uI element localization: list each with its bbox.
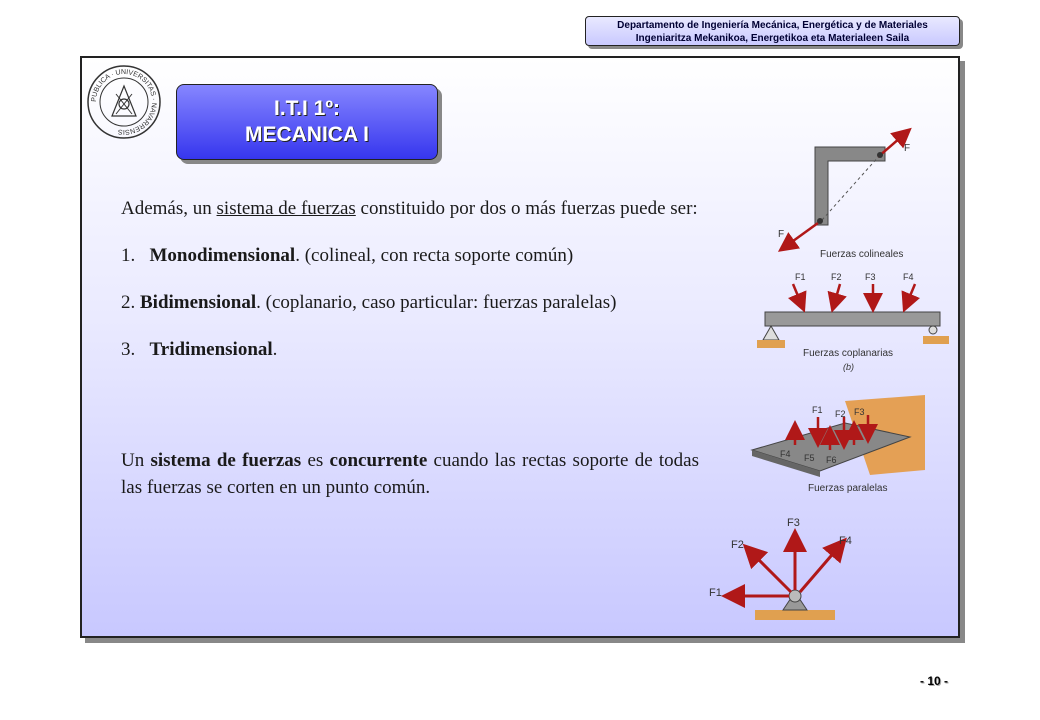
force-label: F2 xyxy=(831,272,842,282)
page-number: - 10 - xyxy=(920,674,949,688)
figure-caption: Fuerzas paralelas xyxy=(808,483,888,494)
list-item-3: 3. Tridimensional. xyxy=(121,339,278,360)
svg-text:PUBLICA · UNIVERSITAS · NAVARR: PUBLICA · UNIVERSITAS · NAVARRENSIS xyxy=(90,68,158,136)
course-title-box xyxy=(176,84,438,160)
force-label: F4 xyxy=(780,449,791,459)
colinear-forces-figure xyxy=(760,125,930,265)
force-label: F2 xyxy=(731,539,744,551)
force-label: F4 xyxy=(903,272,914,282)
course-title-line1: I.T.I 1º: xyxy=(273,97,340,120)
force-label: F1 xyxy=(795,272,806,282)
university-seal-logo xyxy=(86,64,162,140)
figure-sublabel: (b) xyxy=(843,362,854,372)
force-label: F1 xyxy=(812,405,823,415)
list-item-2: 2. Bidimensional. (coplanario, caso particular: fuerzas paralelas) xyxy=(121,292,617,313)
list-item-1: 1. Monodimensional. (colineal, con recta soporte común) xyxy=(121,245,574,266)
force-label: F4 xyxy=(839,535,852,547)
figure-caption: Fuerzas coplanarias xyxy=(803,348,894,359)
concurrent-paragraph: Un sistema de fuerzas es concurrente cuando las rectas soporte de todas las fuerzas se corten en un punto común. xyxy=(121,450,699,498)
department-name-eu: Ingeniaritza Mekanikoa, Energetikoa eta Materialeen Saila xyxy=(635,33,910,44)
coplanar-forces-figure xyxy=(755,270,950,375)
force-label: F xyxy=(778,229,785,240)
force-label: F3 xyxy=(865,272,876,282)
force-label: F5 xyxy=(804,453,815,463)
force-label: F2 xyxy=(835,409,846,419)
force-label: F3 xyxy=(787,517,800,529)
force-label: F xyxy=(904,143,911,154)
force-label: F3 xyxy=(854,407,865,417)
slide-content xyxy=(121,195,699,501)
figure-caption: Fuerzas colineales xyxy=(820,249,904,260)
department-name-es: Departamento de Ingeniería Mecánica, Energética y de Materiales xyxy=(617,20,928,31)
underlined-term: sistema de fuerzas xyxy=(216,198,356,219)
force-label: F6 xyxy=(826,455,837,465)
parallel-forces-figure xyxy=(750,395,930,500)
department-header xyxy=(585,16,960,46)
intro-paragraph: Además, un sistema de fuerzas constituido por dos o más fuerzas puede ser: xyxy=(121,198,698,219)
course-title-line2: MECANICA I xyxy=(244,123,370,146)
concurrent-forces-figure xyxy=(705,512,880,632)
force-label: F1 xyxy=(709,587,722,599)
